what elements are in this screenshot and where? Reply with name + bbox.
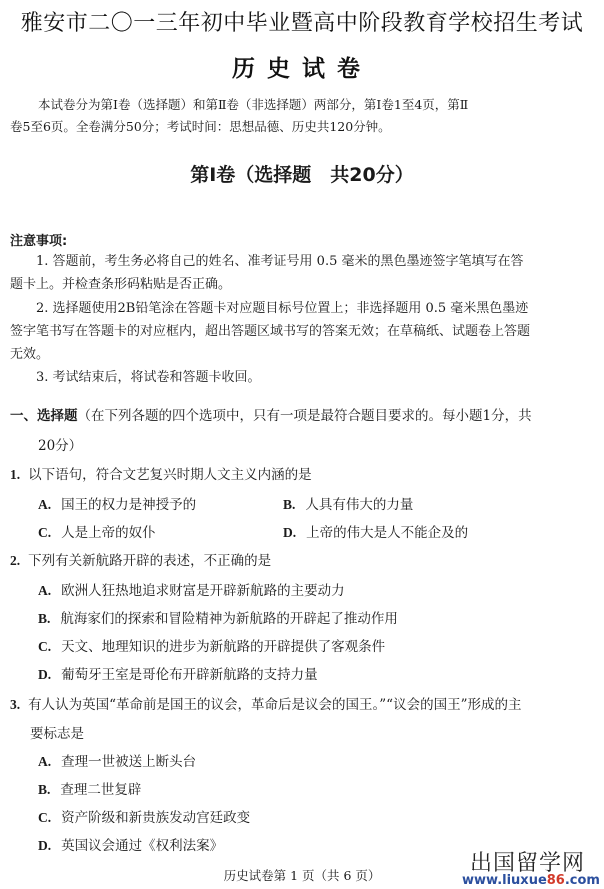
page-footer: 历史试卷第 1 页（共 6 页） <box>223 868 381 883</box>
part-one-heading <box>10 404 532 424</box>
question-text: 以下语句，符合文艺复兴时期人文主义内涵的是 <box>28 467 312 483</box>
intro-line-2: 卷5至6页。全卷满分50分；考试时间：思想品德、历史共120分钟。 <box>10 119 391 134</box>
option-text: 人是上帝的奴仆 <box>61 525 156 541</box>
option-letter: D. <box>38 667 52 682</box>
option-letter: A. <box>38 754 52 769</box>
question-3-cont: 要标志是 <box>30 726 84 742</box>
question-2 <box>10 549 271 569</box>
option-letter: B. <box>38 611 51 626</box>
option-letter: B. <box>38 782 51 797</box>
option-letter: A. <box>38 497 52 512</box>
note-line: 无效。 <box>10 347 50 362</box>
notes-heading: 注意事项: <box>10 234 68 249</box>
exam-subtitle: 历史试卷 <box>232 55 372 82</box>
part-one-heading-cont: 20分） <box>38 438 83 454</box>
question-text: 下列有关新航路开辟的表述，不正确的是 <box>28 553 272 569</box>
question-3 <box>10 693 521 713</box>
option-3d <box>38 834 223 854</box>
note-line: 2. 选择题使用2B铅笔涂在答题卡对应题目标号位置上；非选择题用 0.5 毫米黑色墨迹 <box>36 301 529 316</box>
part-one-label: 一、选择题 <box>10 408 78 424</box>
part-one-instructions: （在下列各题的四个选项中，只有一项是最符合题目要求的。每小题1分，共 <box>77 408 532 424</box>
question-1 <box>10 463 312 483</box>
option-1d <box>283 521 468 541</box>
option-text: 葡萄牙王室是哥伦布开辟新航路的支持力量 <box>61 667 318 683</box>
exam-title: 雅安市二〇一三年初中毕业暨高中阶段教育学校招生考试 <box>20 11 584 36</box>
option-letter: A. <box>38 583 52 598</box>
option-text: 资产阶级和新贵族发动宫廷政变 <box>61 810 251 826</box>
question-text: 有人认为英国“革命前是国王的议会，革命后是议会的国王。”“议会的国王”形成的主 <box>28 697 522 713</box>
option-text: 人具有伟大的力量 <box>305 497 414 513</box>
option-text: 天文、地理知识的进步为新航路的开辟提供了客观条件 <box>61 639 386 655</box>
option-3b <box>38 778 141 798</box>
question-number: 2. <box>10 553 21 568</box>
note-line: 签字笔书写在答题卡的对应框内，超出答题区域书写的答案无效；在草稿纸、试题卷上答题 <box>10 324 531 339</box>
option-1c <box>38 521 156 541</box>
option-2d <box>38 663 318 683</box>
option-text: 航海家们的探索和冒险精神为新航路的开辟起了推动作用 <box>60 611 398 627</box>
option-text: 上帝的伟大是人不能企及的 <box>306 525 469 541</box>
option-letter: D. <box>283 525 297 540</box>
option-letter: B. <box>283 497 296 512</box>
section-title: 第Ⅰ卷（选择题 共20分） <box>190 164 414 186</box>
option-text: 欧洲人狂热地追求财富是开辟新航路的主要动力 <box>61 583 345 599</box>
option-2c <box>38 635 385 655</box>
question-number: 1. <box>10 467 21 482</box>
option-letter: C. <box>38 525 52 540</box>
url-prefix: www.liuxue <box>462 873 547 888</box>
note-line: 3. 考试结束后，将试卷和答题卡收回。 <box>36 370 261 385</box>
option-2a <box>38 579 345 599</box>
url-highlight: 86 <box>546 873 565 888</box>
option-letter: C. <box>38 810 52 825</box>
option-2b <box>38 607 398 627</box>
option-3a <box>38 750 196 770</box>
option-text: 英国议会通过《权利法案》 <box>61 838 224 854</box>
option-letter: D. <box>38 838 52 853</box>
watermark-url[interactable] <box>462 873 600 888</box>
url-suffix: .com <box>564 873 600 888</box>
option-letter: C. <box>38 639 52 654</box>
option-text: 国王的权力是神授予的 <box>61 497 197 513</box>
question-number: 3. <box>10 697 21 712</box>
option-3c <box>38 806 250 826</box>
note-line: 题卡上。并检查条形码粘贴是否正确。 <box>10 277 232 292</box>
watermark-logo: 出国留学网 <box>470 851 586 876</box>
option-1a <box>38 493 196 513</box>
option-text: 查理二世复辟 <box>60 782 142 798</box>
option-text: 查理一世被送上断头台 <box>61 754 197 770</box>
intro-line-1: 本试卷分为第Ⅰ卷（选择题）和第Ⅱ卷（非选择题）两部分，第Ⅰ卷1至4页，第Ⅱ <box>38 97 469 112</box>
option-1b <box>283 493 413 513</box>
note-line: 1. 答题前，考生务必将自己的姓名、准考证号用 0.5 毫米的黑色墨迹签字笔填写在答 <box>36 254 524 269</box>
